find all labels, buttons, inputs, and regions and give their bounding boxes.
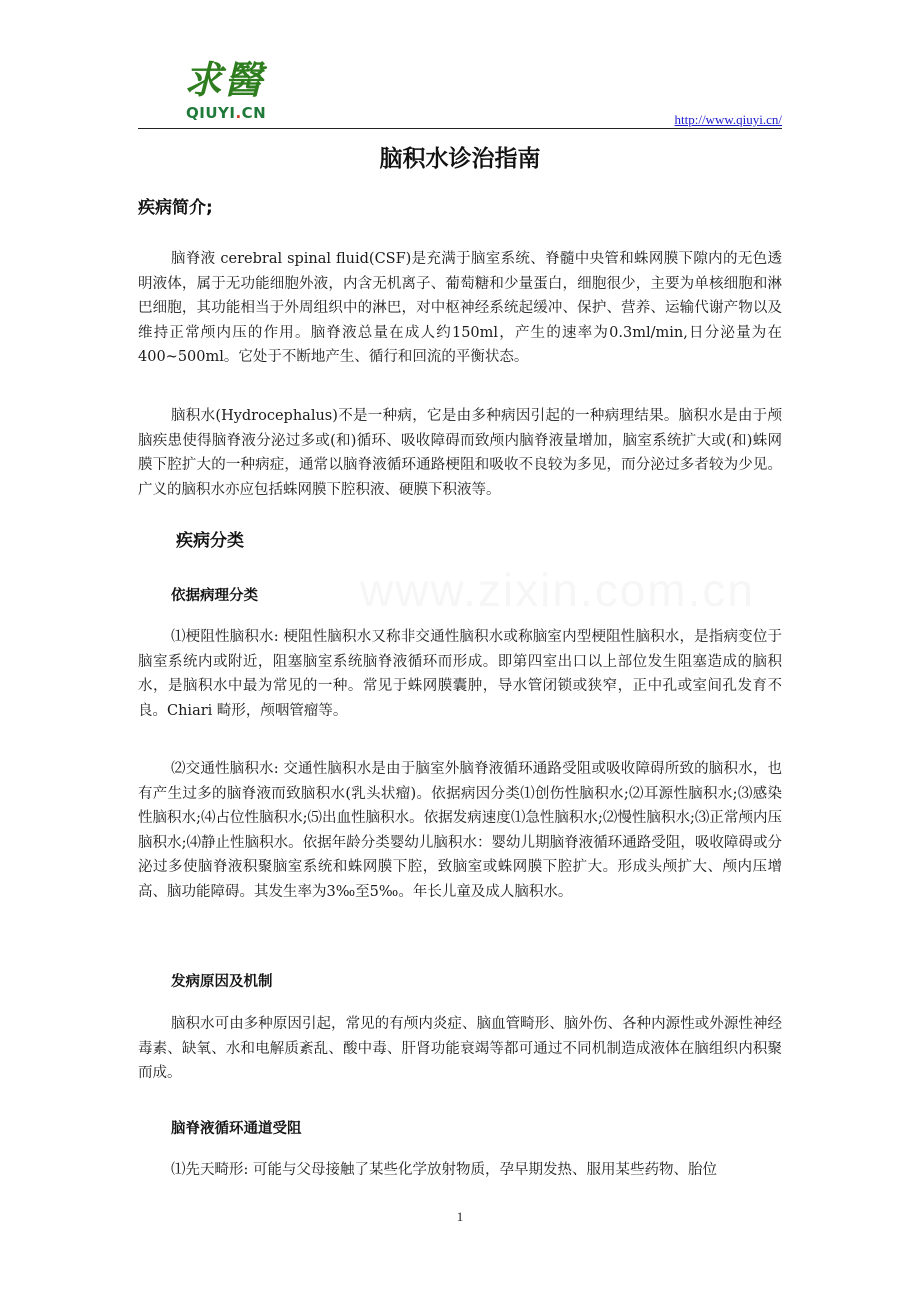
- intro-paragraph-1: 脑脊液 cerebral spinal fluid(CSF)是充满于脑室系统、脊髓中央管和蛛网膜下隙内的无色透明液体，属于无功能细胞外液，内含无机离子、葡萄糖和少量蛋白，细胞很少，主要为单核细胞和淋巴细胞，其功能相当于外周组织中的淋巴，对中枢神经系统起缓冲、保护、营养、运输代谢产物以及维持正常颅内压的作用。脑脊液总量在成人约150ml，产生的速率为0.3ml/min,日分泌量为在400~500ml。它处于不断地产生、循行和回流的平衡状态。: [138, 251, 782, 365]
- obstruction-paragraph-1: ⑴先天畸形: 可能与父母接触了某些化学放射物质，孕早期发热、服用某些药物、胎位: [171, 1162, 717, 1178]
- logo-wordmark-dot: .: [235, 104, 242, 122]
- page-header: [138, 57, 782, 130]
- logo-wordmark: [186, 104, 266, 122]
- obstruction-heading: 脑脊液循环通道受阻: [171, 1121, 302, 1137]
- pathology-paragraph-2: ⑵交通性脑积水: 交通性脑积水是由于脑室外脑脊液循环通路受阻或吸收障碍所致的脑积水，也有产生过多的脑脊液而致脑积水(乳头状瘤)。依据病因分类⑴创伤性脑积水;⑵耳源性脑积水;⑶感染性脑积水;⑷占位性脑积水;⑸出血性脑积水。依据发病速度⑴急性脑积水;⑵慢性脑积水;⑶正常颅内压脑积水;⑷静止性脑积水。依据年龄分类婴幼儿脑积水：婴幼儿期脑脊液循环通路受阻，吸收障碍或分泌过多使脑脊液积聚脑室系统和蛛网膜下腔，致脑室或蛛网膜下腔扩大。形成头颅扩大、颅内压增高、脑功能障碍。其发生率为3‰至5‰。年长儿童及成人脑积水。: [138, 761, 782, 900]
- document-title: 脑积水诊治指南: [379, 146, 541, 172]
- site-url-link[interactable]: http://www.qiuyi.cn/: [674, 112, 782, 127]
- classification-heading: 疾病分类: [176, 531, 244, 551]
- pathology-heading: 依据病理分类: [171, 588, 258, 604]
- logo-wordmark-main: QIUYI: [186, 104, 236, 122]
- logo-wordmark-tld: CN: [241, 104, 267, 122]
- intro-heading: 疾病简介;: [138, 198, 213, 218]
- header-divider: [138, 128, 782, 129]
- cause-heading: 发病原因及机制: [171, 974, 273, 990]
- logo-calligraphy: 求醫: [184, 57, 265, 102]
- cause-paragraph-1: 脑积水可由多种原因引起，常见的有颅内炎症、脑血管畸形、脑外伤、各种内源性或外源性神经毒素、缺氧、水和电解质紊乱、酸中毒、肝肾功能衰竭等都可通过不同机制造成液体在脑组织内积聚而成。: [138, 1016, 782, 1081]
- pathology-paragraph-1: ⑴梗阻性脑积水: 梗阻性脑积水又称非交通性脑积水或称脑室内型梗阻性脑积水，是指病变位于脑室系统内或附近，阻塞脑室系统脑脊液循环而形成。即第四室出口以上部位发生阻塞造成的脑积水，是脑积水中最为常见的一种。常见于蛛网膜囊肿，导水管闭锁或狭窄，正中孔或室间孔发育不良。Chiari 畸形，颅咽管瘤等。: [138, 629, 782, 719]
- intro-paragraph-2: 脑积水(Hydrocephalus)不是一种病，它是由多种病因引起的一种病理结果。脑积水是由于颅脑疾患使得脑脊液分泌过多或(和)循环、吸收障碍而致颅内脑脊液量增加，脑室系统扩大或(和)蛛网膜下腔扩大的一种病症，通常以脑脊液循环通路梗阻和吸收不良较为多见，而分泌过多者较为少见。广义的脑积水亦应包括蛛网膜下腔积液、硬膜下积液等。: [138, 408, 782, 498]
- page-number: 1: [456, 1209, 464, 1224]
- watermark: www.zixin.com.cn: [360, 564, 755, 616]
- qiuyi-logo[interactable]: [184, 57, 274, 126]
